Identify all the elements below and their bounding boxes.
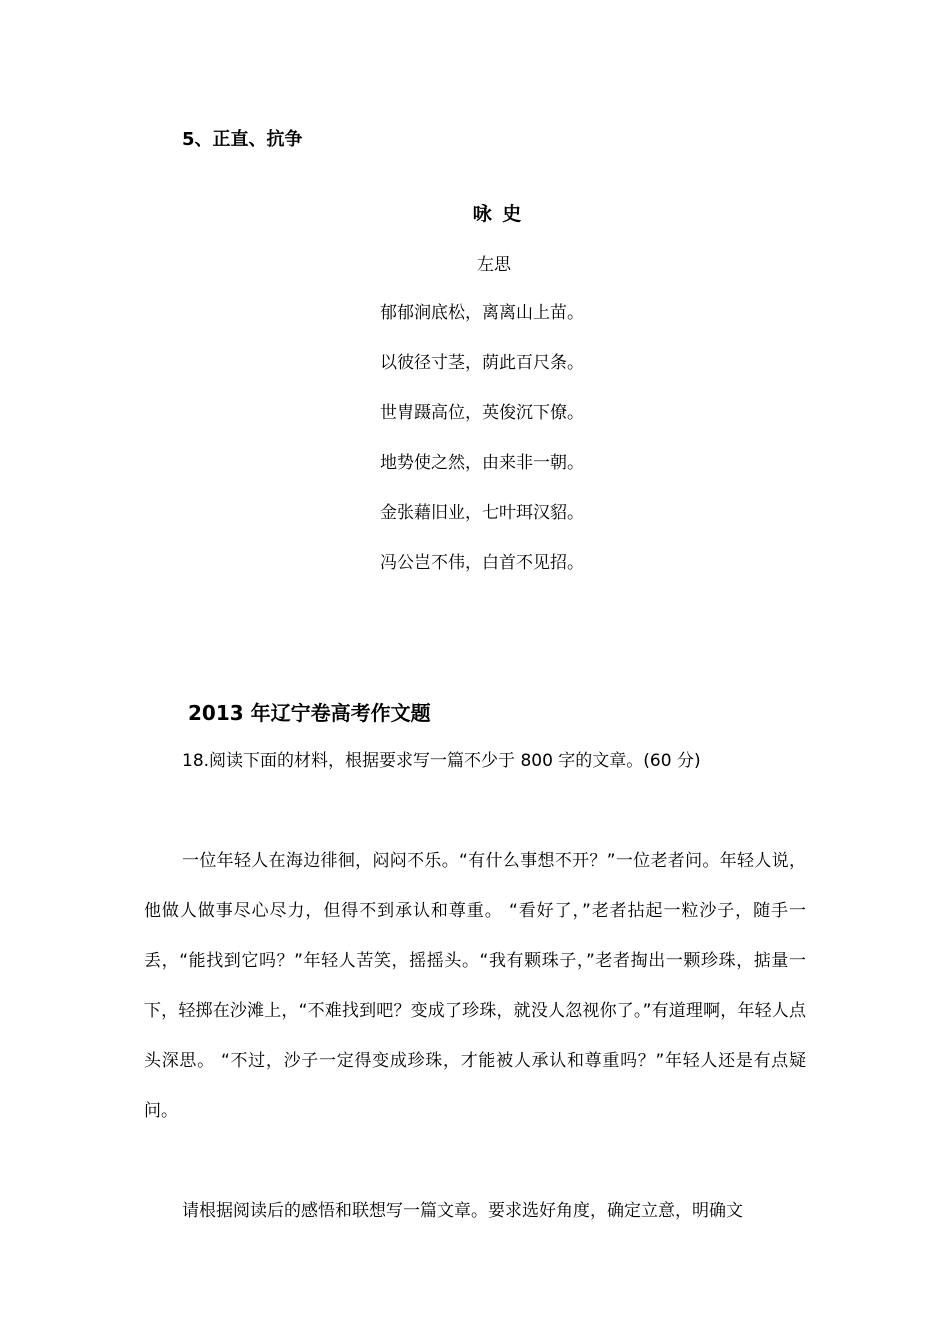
poem-author: 左思 <box>477 255 511 275</box>
poem-line: 冯公岂不伟，白首不见招。 <box>380 553 584 573</box>
poem-line: 地势使之然，由来非一朝。 <box>380 453 584 473</box>
material-paragraph: 一位年轻人在海边徘徊，闷闷不乐。“有什么事想不开？”一位老者问。年轻人说， 他做人做事尽心尽力，但得不到承认和尊重。 “看好了，”老者拈起一粒沙子，随手一丢，“能找到它吗？”年轻人苦笑，摇摇头。“我有颗珠子，”老者掏出一颗珍珠，掂量一下，轻掷在沙滩上，“不难找到吧？变成了珍珠，就没人忽视你了。”有道理啊，年轻人点头深思。 “不过，沙子一定得变成珍珠，才能被人承认和尊重吗？”年轻人还是有点疑问。 <box>144 851 806 1121</box>
requirement-paragraph: 请根据阅读后的感悟和联想写一篇文章。要求选好角度，确定立意，明确文 <box>182 1201 743 1221</box>
exam-prompt: 18.阅读下面的材料，根据要求写一篇不少于 800 字的文章。(60 分) <box>182 751 701 771</box>
poem-line: 以彼径寸茎，荫此百尺条。 <box>380 353 584 373</box>
exam-title: 2013 年辽宁卷高考作文题 <box>188 701 431 725</box>
poem-title: 咏 史 <box>472 203 524 225</box>
section-heading: 5、正直、抗争 <box>182 129 303 150</box>
poem-line: 郁郁涧底松，离离山上苗。 <box>380 303 584 323</box>
poem-line: 世胄蹑高位，英俊沉下僚。 <box>380 403 584 423</box>
poem-line: 金张藉旧业，七叶珥汉貂。 <box>380 503 584 523</box>
